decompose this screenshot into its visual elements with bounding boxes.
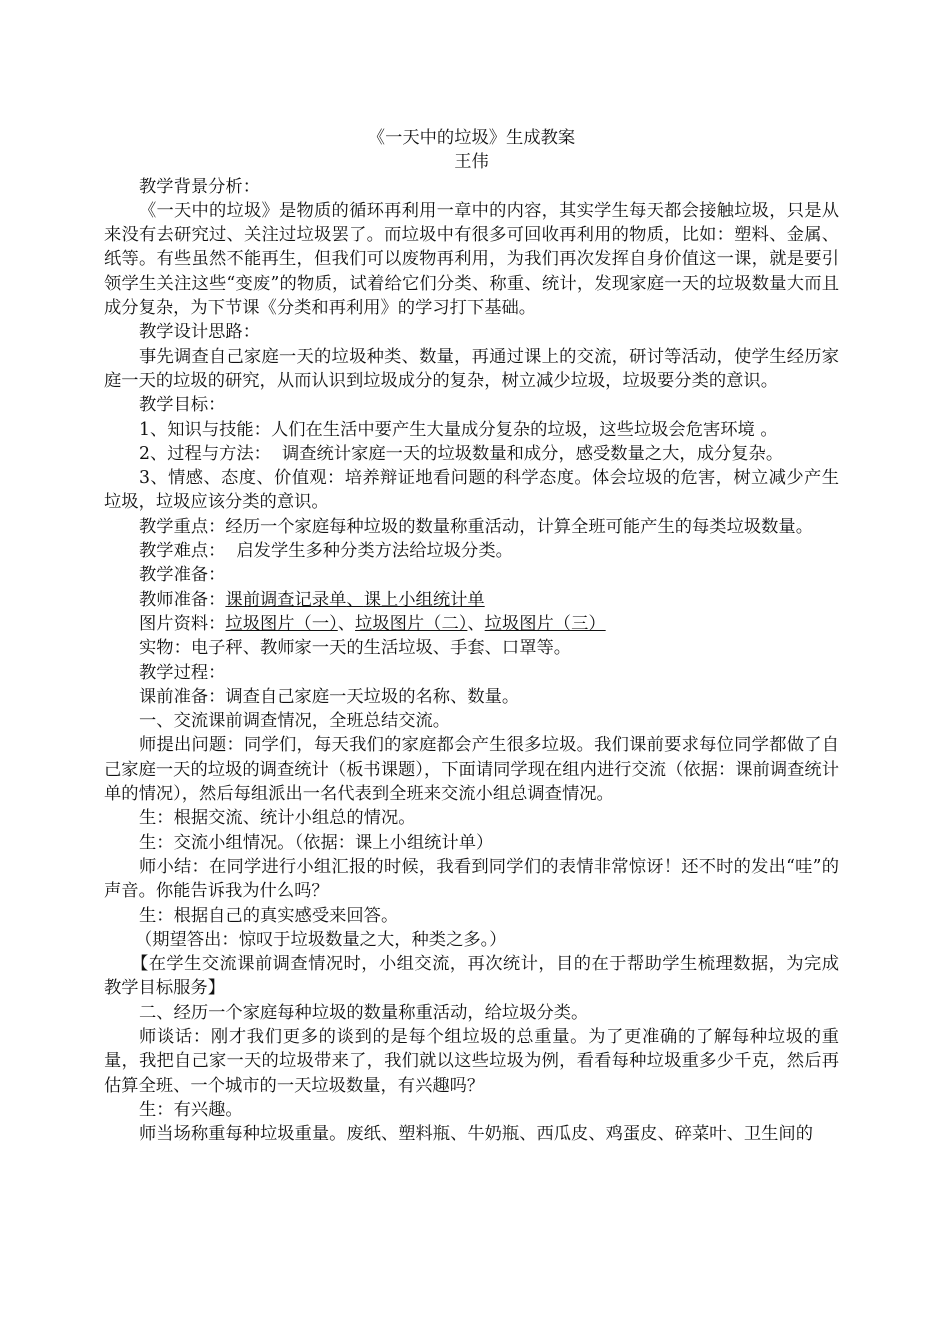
link-separator: 、 (337, 613, 356, 634)
materials: 实物：电子秤、教师家一天的生活垃圾、手套、口罩等。 (139, 638, 572, 659)
link-garbage-image-2[interactable]: 垃圾图片（二） (355, 613, 468, 634)
design-note: 【在学生交流课前调查情况时，小组交流，再次统计，目的在于帮助学生梳理数据，为完成教学目标服务】 (104, 954, 839, 999)
student-response-4: 生：有兴趣。 (139, 1099, 243, 1120)
teacher-prep-label: 教师准备： (139, 589, 226, 610)
difficulty: 教学难点： 启发学生多种分类方法给垃圾分类。 (139, 541, 513, 562)
key-point: 教学重点：经历一个家庭每种垃圾的数量称重活动，计算全班可能产生的每类垃圾数量。 (139, 516, 813, 537)
teacher-talk: 师谈话：刚才我们更多的谈到的是每个组垃圾的总重量。为了更准确的了解每种垃圾的重量，我把自己家一天的垃圾带来了，我们就以这些垃圾为例，看看每种垃圾重多少千克，然后再估算全班、一个城市的一天垃圾数量，有兴趣吗？ (104, 1026, 839, 1096)
link-garbage-image-3[interactable]: 垃圾图片（三） (484, 613, 606, 634)
teacher-prep-line (104, 588, 839, 612)
images-label: 图片资料： (139, 613, 226, 634)
paragraph-background: 《一天中的垃圾》是物质的循环再利用一章中的内容，其实学生每天都会接触垃圾，只是从来没有去研究过、关注过垃圾罢了。而垃圾中有很多可回收再利用的物质，比如：塑料、金属、纸等。有些虽然不能再生，但我们可以废物再利用，为我们再次发挥自身价值这一课，就是要引领学生关注这些“变废”的物质，试着给它们分类、称重、统计，发现家庭一天的垃圾数量大而且成分复杂，为下节课《分类和再利用》的学习打下基础。 (104, 200, 839, 319)
link-garbage-image-1[interactable]: 垃圾图片（一） (225, 613, 338, 634)
link-separator: 、 (467, 613, 485, 634)
link-pre-class-survey[interactable]: 课前调查记录单 (225, 589, 347, 610)
student-response-3: 生：根据自己的真实感受来回答。 (139, 905, 399, 926)
section-2-heading: 二、经历一个家庭每种垃圾的数量称重活动，给垃圾分类。 (139, 1002, 589, 1023)
teacher-question: 师提出问题：同学们，每天我们的家庭都会产生很多垃圾。我们课前要求每位同学都做了自己家庭一天的垃圾的调查统计（板书课题），下面请同学现在组内进行交流（依据：课前调查统计单的情况），然后每组派出一名代表到全班来交流小组总调查情况。 (104, 735, 839, 805)
link-separator: 、 (346, 589, 364, 610)
doc-author: 王伟 (454, 152, 489, 173)
heading-goals: 教学目标： (139, 395, 226, 416)
teacher-weighing: 师当场称重每种垃圾重量。废纸、塑料瓶、牛奶瓶、西瓜皮、鸡蛋皮、碎菜叶、卫生间的 (139, 1124, 813, 1145)
paragraph-design: 事先调查自己家庭一天的垃圾种类、数量，再通过课上的交流，研讨等活动，使学生经历家庭一天的垃圾的研究，从而认识到垃圾成分的复杂，树立减少垃圾，垃圾要分类的意识。 (104, 346, 839, 391)
document-page (104, 124, 839, 1146)
images-line (104, 612, 839, 636)
heading-design: 教学设计思路： (139, 322, 260, 343)
doc-title: 《一天中的垃圾》生成教案 (367, 128, 576, 148)
section-1-heading: 一、交流课前调查情况，全班总结交流。 (139, 711, 451, 732)
student-response-2: 生：交流小组情况。（依据：课上小组统计单） (139, 832, 494, 853)
goal-1: 1、知识与技能：人们在生活中要产生大量成分复杂的垃圾，这些垃圾会危害环境 。 (139, 419, 778, 440)
heading-process: 教学过程： (139, 662, 226, 683)
heading-prep: 教学准备： (139, 565, 226, 586)
expected-answer: （期望答出：惊叹于垃圾数量之大，种类之多。） (135, 929, 507, 950)
student-response-1: 生：根据交流、统计小组总的情况。 (139, 808, 416, 829)
goal-3: 3、情感、态度、价值观：培养辩证地看问题的科学态度。体会垃圾的危害，树立减少产生垃圾，垃圾应该分类的意识。 (104, 468, 839, 513)
pre-class-prep: 课前准备：调查自己家庭一天垃圾的名称、数量。 (139, 686, 520, 707)
teacher-summary: 师小结：在同学进行小组汇报的时候，我看到同学们的表情非常惊讶！还不时的发出“哇”的声音。你能告诉我为什么吗？ (104, 856, 839, 902)
goal-2: 2、过程与方法： 调查统计家庭一天的垃圾数量和成分，感受数量之大，成分复杂。 (139, 443, 784, 464)
link-group-stat-sheet[interactable]: 课上小组统计单 (363, 589, 485, 610)
heading-background: 教学背景分析： (139, 176, 260, 197)
